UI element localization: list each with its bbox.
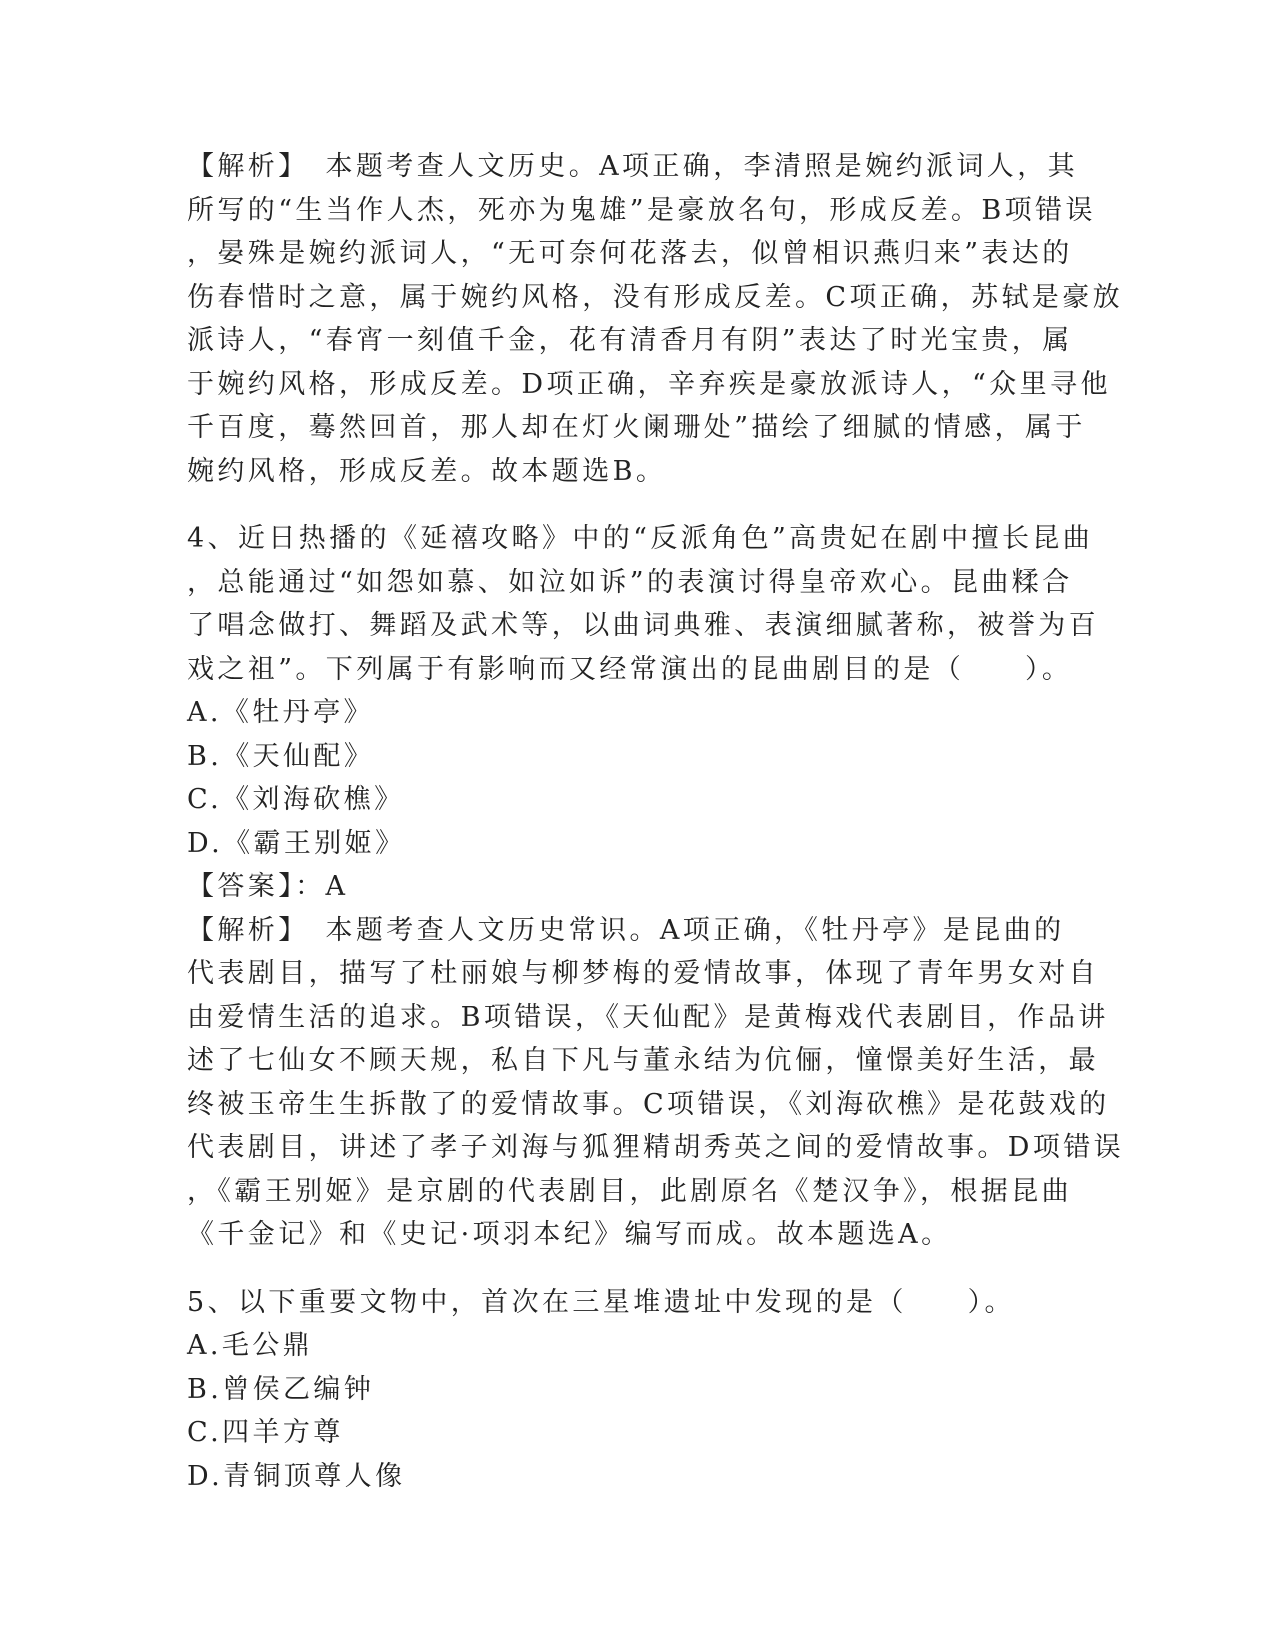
analysis-line: 代表剧目，讲述了孝子刘海与狐狸精胡秀英之间的爱情故事。D项错误: [187, 1132, 1125, 1163]
option-d: D.《霸王别姬》: [187, 827, 406, 859]
question-stem-line: 了唱念做打、舞蹈及武术等，以曲词典雅、表演细腻著称，被誉为百: [187, 610, 1099, 641]
option-b: B.《天仙配》: [187, 740, 375, 772]
analysis-line: 《千金记》和《史记·项羽本纪》编写而成。故本题选A。: [187, 1219, 952, 1250]
analysis-line: 终被玉帝生生拆散了的爱情故事。C项错误，《刘海砍樵》是花鼓戏的: [187, 1088, 1110, 1120]
paragraph-gap: [187, 1257, 1087, 1281]
option-b: B.曾侯乙编钟: [187, 1373, 375, 1405]
question-5: [187, 1281, 1087, 1499]
text-line: 伤春惜时之意，属于婉约风格，没有形成反差。C项正确，苏轼是豪放: [187, 281, 1124, 313]
text-line: 于婉约风格，形成反差。D项正确，辛弃疾是豪放派诗人，“众里寻他: [187, 368, 1111, 400]
analysis-line: 代表剧目，描写了杜丽娘与柳梦梅的爱情故事，体现了青年男女对自: [187, 958, 1099, 989]
document-content: [187, 145, 1125, 1498]
option-a: A.毛公鼎: [187, 1330, 314, 1361]
analysis-line: 【解析】 本题考查人文历史常识。A项正确，《牡丹亭》是昆曲的: [187, 914, 1065, 946]
text-line: 婉约风格，形成反差。故本题选B。: [187, 455, 667, 487]
question-stem-line: 戏之祖”。下列属于有影响而又经常演出的昆曲剧目的是（ ）。: [187, 653, 1073, 685]
text-line: 千百度，蓦然回首，那人却在灯火阑珊处”描绘了细腻的情感，属于: [187, 412, 1086, 443]
analysis-line: ，《霸王别姬》是京剧的代表剧目，此剧原名《楚汉争》，根据昆曲: [187, 1175, 1072, 1207]
text-line: 所写的“生当作人杰，死亦为鬼雄”是豪放名句，形成反差。B项错误: [187, 194, 1096, 226]
option-a: A.《牡丹亭》: [187, 697, 374, 728]
question-4: [187, 517, 1125, 1257]
analysis-previous-question: [187, 145, 1124, 493]
question-stem-line: ，总能通过“如怨如慕、如泣如诉”的表演讨得皇帝欢心。昆曲糅合: [187, 566, 1073, 598]
answer-line: 【答案】：A: [187, 871, 349, 902]
option-d: D.青铜顶尊人像: [187, 1460, 406, 1492]
paragraph-gap: [187, 493, 1087, 517]
text-line: 【解析】 本题考查人文历史。A项正确，李清照是婉约派词人，其: [187, 151, 1078, 182]
option-c: C.四羊方尊: [187, 1417, 344, 1448]
question-stem-line: 4、近日热播的《延禧攻略》中的“反派角色”高贵妃在剧中擅长昆曲: [187, 523, 1094, 554]
question-stem-line: 5、以下重要文物中，首次在三星堆遗址中发现的是（ ）。: [187, 1286, 1015, 1318]
text-line: ，晏殊是婉约派词人，“无可奈何花落去，似曾相识燕归来”表达的: [187, 238, 1073, 269]
text-line: 派诗人，“春宵一刻值千金，花有清香月有阴”表达了时光宝贵，属: [187, 325, 1073, 356]
option-c: C.《刘海砍樵》: [187, 784, 405, 815]
analysis-line: 述了七仙女不顾天规，私自下凡与董永结为伉俪，憧憬美好生活，最: [187, 1045, 1099, 1076]
analysis-line: 由爱情生活的追求。B项错误，《天仙配》是黄梅戏代表剧目，作品讲: [187, 1001, 1109, 1033]
